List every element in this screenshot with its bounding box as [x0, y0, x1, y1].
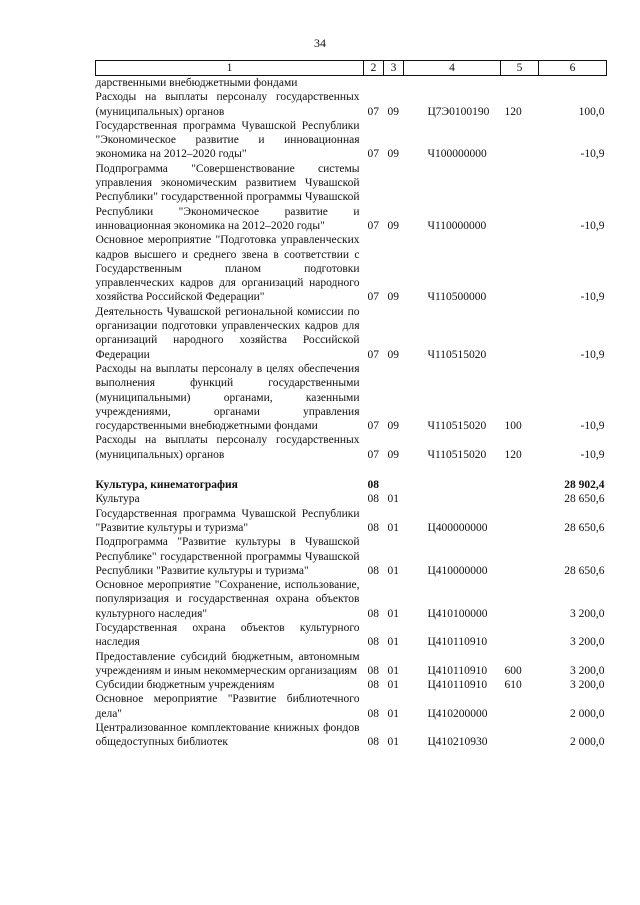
row-subsection-code [384, 478, 404, 492]
row-expense-type-code [501, 692, 539, 721]
row-section-code: 08 [367, 521, 379, 534]
table-row [96, 721, 607, 750]
row-target-article-code: Ц410000000 [427, 564, 488, 577]
table-row [96, 492, 607, 506]
header-col-3: 3 [384, 61, 404, 76]
row-name: Предоставление субсидий бюджетным, автономным учреждениям и иным некоммерческим организациям [95, 650, 360, 677]
table-row [96, 233, 607, 304]
row-subsection-code: 01 [387, 521, 399, 534]
row-subsection-code: 01 [387, 636, 399, 649]
row-section-code [364, 76, 384, 91]
table-header [96, 61, 607, 76]
table-row [96, 433, 607, 462]
row-expense-type-code: 120 [504, 105, 522, 118]
row-expense-type-code: 610 [504, 679, 522, 692]
row-section-code: 07 [367, 219, 379, 232]
table-row [96, 90, 607, 119]
row-section-code: 08 [367, 736, 379, 749]
row-subsection-code: 01 [387, 493, 399, 506]
row-section-code: 08 [367, 479, 379, 492]
row-amount: -10,9 [580, 291, 605, 304]
budget-table [95, 60, 607, 750]
header-col-2: 2 [364, 61, 384, 76]
row-target-article-code: Ц410110910 [427, 636, 488, 649]
row-name: Государственная охрана объектов культурного наследия [95, 621, 360, 649]
row-subsection-code: 09 [387, 148, 399, 161]
row-target-article-code: Ц410110910 [427, 679, 488, 692]
row-expense-type-code: 600 [504, 664, 522, 677]
row-expense-type-code [501, 721, 539, 750]
row-target-article-code: Ч110515020 [427, 348, 487, 361]
row-amount: -10,9 [580, 448, 605, 461]
row-amount: -10,9 [580, 420, 605, 433]
row-amount: -10,9 [580, 148, 605, 161]
row-target-article-code: Ч100000000 [427, 148, 487, 161]
row-subsection-code: 01 [387, 607, 399, 620]
row-target-article-code: Ц7Э0100190 [427, 105, 490, 118]
row-amount: -10,9 [580, 348, 605, 361]
header-col-1: 1 [96, 61, 364, 76]
table-row [96, 162, 607, 233]
row-name: дарственными внебюджетными фондами [95, 77, 298, 89]
row-expense-type-code: 120 [504, 448, 522, 461]
row-expense-type-code [501, 119, 539, 162]
row-subsection-code: 09 [387, 348, 399, 361]
row-amount: 3 200,0 [570, 679, 605, 692]
row-section-code: 08 [367, 707, 379, 720]
row-target-article-code: Ц410210930 [427, 736, 488, 749]
row-section-code: 07 [367, 348, 379, 361]
row-subsection-code: 09 [387, 420, 399, 433]
row-expense-type-code [501, 305, 539, 362]
row-expense-type-code [501, 578, 539, 621]
row-name: Государственная программа Чувашской Республики "Развитие культуры и туризма" [95, 507, 360, 534]
table-row [96, 535, 607, 578]
row-subsection-code [384, 76, 404, 91]
row-subsection-code: 09 [387, 448, 399, 461]
row-amount: -10,9 [580, 219, 605, 232]
table-body [96, 76, 607, 750]
row-expense-type-code [501, 478, 539, 492]
row-subsection-code: 01 [387, 679, 399, 692]
table-row [96, 478, 607, 492]
row-section-code: 08 [367, 636, 379, 649]
row-section-code: 08 [367, 679, 379, 692]
row-section-code: 07 [367, 148, 379, 161]
row-section-code: 08 [367, 664, 379, 677]
row-target-article-code: Ч110000000 [427, 219, 487, 232]
row-name: Субсидии бюджетным учреждениям [95, 679, 275, 692]
row-name: Культура, кинематография [95, 479, 238, 492]
page-number: 34 [314, 36, 326, 50]
row-name: Основное мероприятие "Развитие библиотечного дела" [95, 693, 360, 720]
row-subsection-code: 09 [387, 291, 399, 304]
row-amount: 3 200,0 [570, 607, 605, 620]
row-name: Основное мероприятие "Сохранение, использование, популяризация и государственная охрана объектов культурного наследия" [95, 579, 360, 620]
table-row [96, 650, 607, 679]
row-amount: 2 000,0 [570, 707, 605, 720]
row-subsection-code: 01 [387, 736, 399, 749]
row-amount: 28 650,6 [564, 521, 605, 534]
row-amount: 3 200,0 [570, 636, 605, 649]
header-row [96, 61, 607, 76]
row-target-article-code [404, 76, 501, 91]
row-target-article-code: Ч110500000 [427, 291, 487, 304]
row-target-article-code: Ч110515020 [427, 420, 487, 433]
row-target-article-code: Ц410200000 [427, 707, 488, 720]
table-row [96, 362, 607, 433]
row-subsection-code: 01 [387, 564, 399, 577]
row-name: Расходы на выплаты персоналу государственных (муниципальных) органов [95, 91, 360, 118]
table-row [96, 678, 607, 692]
row-name: Подпрограмма "Развитие культуры в Чувашской Республике" государственной программы Чувашской Республики "Развитие культуры и туризма" [95, 536, 360, 577]
row-amount: 28 650,6 [564, 564, 605, 577]
row-spacer [96, 462, 607, 478]
row-amount: 28 902,4 [564, 479, 605, 492]
header-col-4: 4 [404, 61, 501, 76]
table-row [96, 76, 607, 91]
row-expense-type-code [501, 76, 539, 91]
row-section-code: 07 [367, 420, 379, 433]
row-name: Государственная программа Чувашской Республики "Экономическое развитие и инновационная экономика на 2012–2020 годы" [95, 119, 360, 161]
row-expense-type-code [501, 507, 539, 536]
table-row [96, 507, 607, 536]
row-section-code: 08 [367, 564, 379, 577]
row-section-code: 07 [367, 105, 379, 118]
row-name: Основное мероприятие "Подготовка управленческих кадров высшего и среднего звена в соответствии с Государственным планом подготовки управленческих кадров для организаций народного хозяйства Российской Федерации" [95, 234, 360, 304]
row-name: Расходы на выплаты персоналу государственных (муниципальных) органов [95, 434, 360, 461]
row-target-article-code: Ц410110910 [427, 664, 488, 677]
row-section-code: 08 [367, 493, 379, 506]
table-row [96, 119, 607, 162]
row-section-code: 08 [367, 607, 379, 620]
row-subsection-code: 01 [387, 664, 399, 677]
table-row [96, 692, 607, 721]
row-expense-type-code [501, 233, 539, 304]
row-amount: 28 650,6 [564, 493, 605, 506]
row-target-article-code [404, 478, 501, 492]
row-name: Централизованное комплектование книжных фондов общедоступных библиотек [95, 722, 360, 749]
row-section-code: 07 [367, 448, 379, 461]
row-amount: 3 200,0 [570, 664, 605, 677]
row-target-article-code: Ц410100000 [427, 607, 488, 620]
table-row [96, 578, 607, 621]
table-row [96, 621, 607, 650]
table-row [96, 305, 607, 362]
row-target-article-code [404, 492, 501, 506]
row-subsection-code: 09 [387, 219, 399, 232]
row-expense-type-code [501, 492, 539, 506]
row-expense-type-code [501, 162, 539, 233]
row-name: Деятельность Чувашской региональной комиссии по организации подготовки управленческих кадров для организаций народного хозяйства Российской Федерации [95, 305, 360, 361]
row-subsection-code: 09 [387, 105, 399, 118]
header-col-6: 6 [539, 61, 607, 76]
row-expense-type-code: 100 [504, 420, 522, 433]
row-name: Подпрограмма "Совершенствование системы управления экономическим развитием Чувашской Республики" государственной программы Чувашской Республики "Экономическое развитие и инновационная экономика на 2012–2020 годы" [95, 162, 360, 232]
row-target-article-code: Ц400000000 [427, 521, 488, 534]
row-amount: 100,0 [578, 105, 605, 118]
spacer-cell [96, 462, 607, 478]
row-expense-type-code [501, 621, 539, 650]
row-amount [539, 76, 607, 91]
row-name: Расходы на выплаты персоналу в целях обеспечения выполнения функций государственными (муниципальными) органами, казенными учреждениями, органами управления государственными внебюджетными фондами [95, 362, 360, 433]
header-col-5: 5 [501, 61, 539, 76]
row-name: Культура [95, 493, 140, 506]
row-expense-type-code [501, 535, 539, 578]
row-amount: 2 000,0 [570, 736, 605, 749]
row-subsection-code: 01 [387, 707, 399, 720]
row-section-code: 07 [367, 291, 379, 304]
row-target-article-code: Ч110515020 [427, 448, 487, 461]
